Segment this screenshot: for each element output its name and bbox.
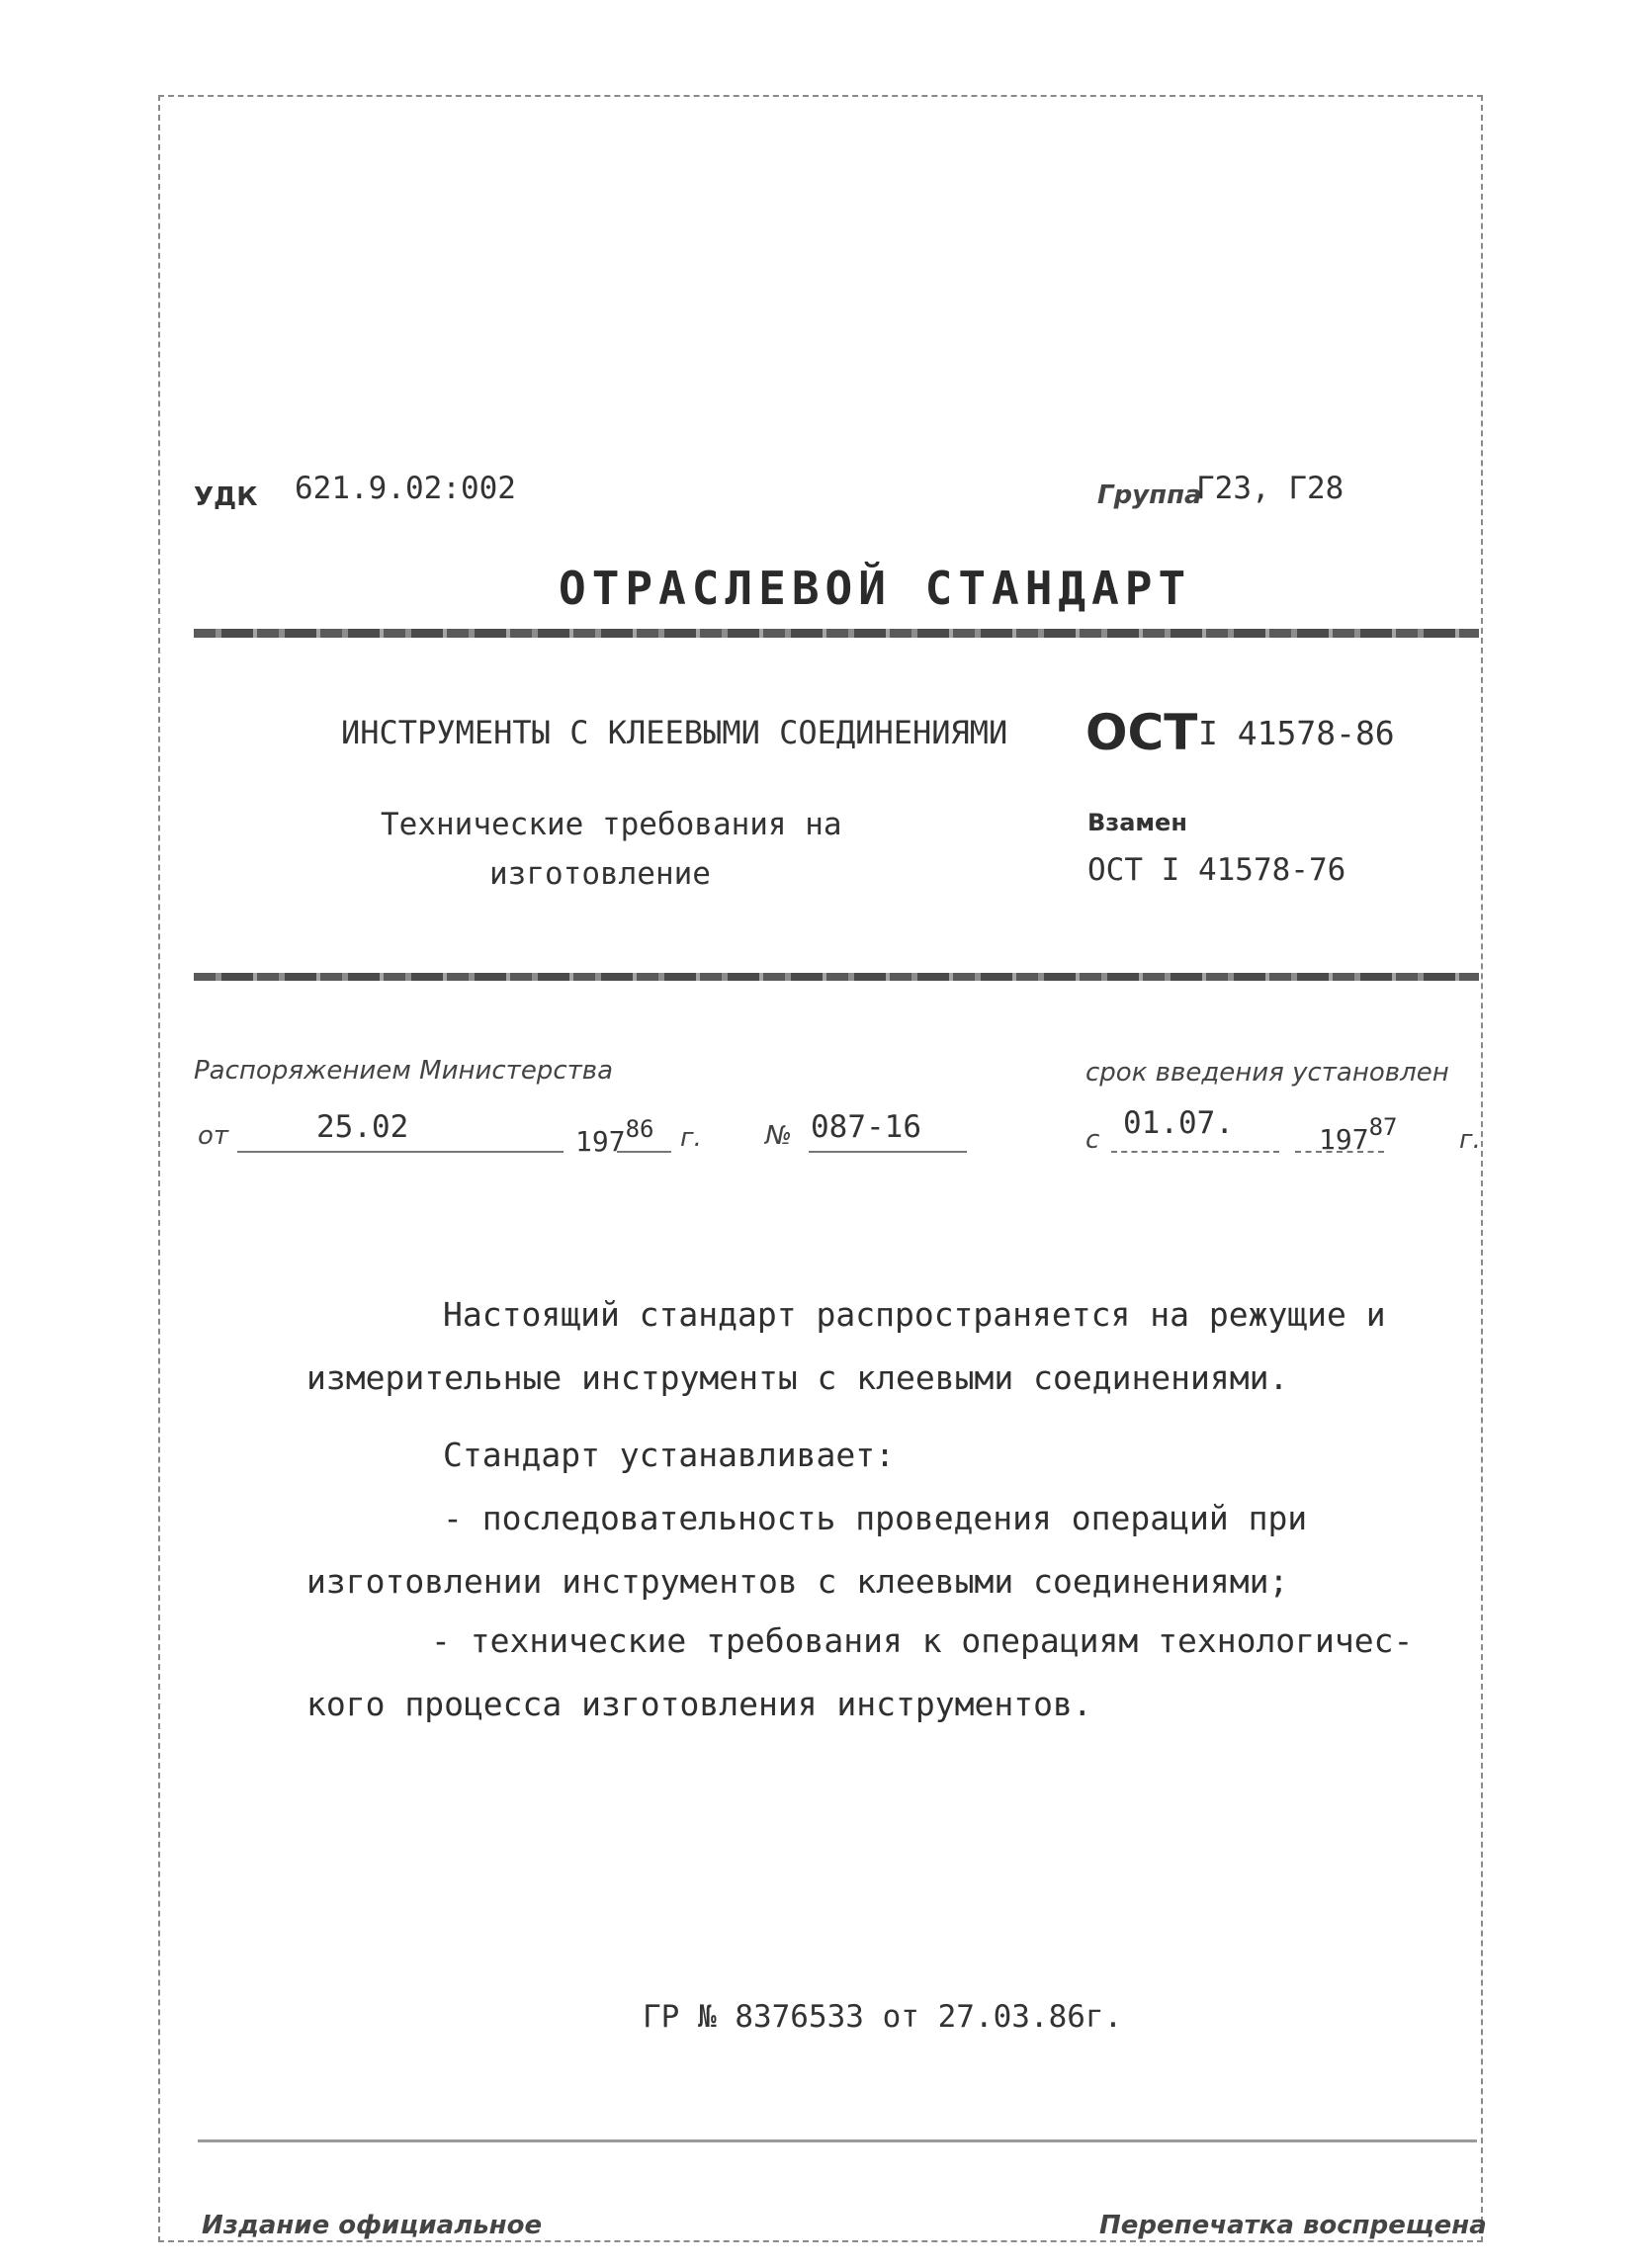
footer-rule [198, 2139, 1477, 2142]
page-title: ОТРАСЛЕВОЙ СТАНДАРТ [559, 562, 1192, 615]
standard-name: ИНСТРУМЕНТЫ С КЛЕЕВЫМИ СОЕДИНЕНИЯМИ [341, 714, 1008, 751]
effective-from-label: с [1085, 1125, 1100, 1155]
body-item1-line1: - последовательность проведения операций при [443, 1499, 1308, 1537]
order-number-label: № [765, 1121, 793, 1151]
effective-label: срок введения установлен [1085, 1058, 1449, 1088]
footer-reprint-prohibited: Перепечатка воспрещена [1099, 2211, 1487, 2240]
order-by-label: Распоряжением Министерства [194, 1056, 614, 1086]
page-border [158, 95, 1483, 2242]
body-item2-line2: кого процесса изготовления инструментов. [306, 1685, 1092, 1723]
order-number: 087-16 [811, 1109, 921, 1145]
ost-number: I 41578-86 [1198, 714, 1395, 752]
body-p1-line2: измерительные инструменты с клеевыми соединениями. [306, 1358, 1289, 1397]
registration-number: ГР № 8376533 от 27.03.86г. [643, 1999, 1123, 2035]
order-from-label: от [198, 1121, 229, 1151]
date-underline [237, 1151, 564, 1153]
udk-value: 621.9.02:002 [295, 471, 516, 506]
group-value: Г23, Г28 [1196, 471, 1344, 506]
body-p1-line1: Настоящий стандарт распространяется на режущие и [443, 1295, 1386, 1334]
udk-label: УДК [194, 482, 258, 512]
group-label: Группа [1097, 480, 1202, 510]
footer-official-edition: Издание официальное [202, 2211, 543, 2240]
body-item1-line2: изготовлении инструментов с клеевыми соединениями; [306, 1562, 1289, 1601]
effective-year: $197^{87}$ [1319, 1113, 1398, 1156]
order-year-unit: г. [680, 1123, 702, 1153]
effective-year-underline [1295, 1151, 1384, 1153]
order-year: $197^{86}$ [575, 1115, 654, 1158]
subtitle-line-1: Технические требования на [381, 807, 842, 842]
effective-date: 01.07. [1123, 1105, 1234, 1141]
replaces-value: ОСТ I 41578-76 [1087, 852, 1346, 888]
year-underline [617, 1151, 671, 1153]
replaces-label: Взамен [1087, 809, 1187, 836]
body-p2-line1: Стандарт устанавливает: [443, 1436, 895, 1474]
number-underline [809, 1151, 967, 1153]
effective-year-unit: г. [1459, 1125, 1481, 1155]
order-date: 25.02 [316, 1109, 409, 1145]
subtitle-line-2: изготовление [489, 856, 711, 892]
body-item2-line1: - технические требования к операциям технологичес- [431, 1621, 1414, 1660]
ost-prefix: ОСТ [1085, 704, 1198, 761]
effective-date-underline [1111, 1151, 1279, 1153]
designation-rule [194, 973, 1479, 981]
title-rule [194, 629, 1479, 638]
